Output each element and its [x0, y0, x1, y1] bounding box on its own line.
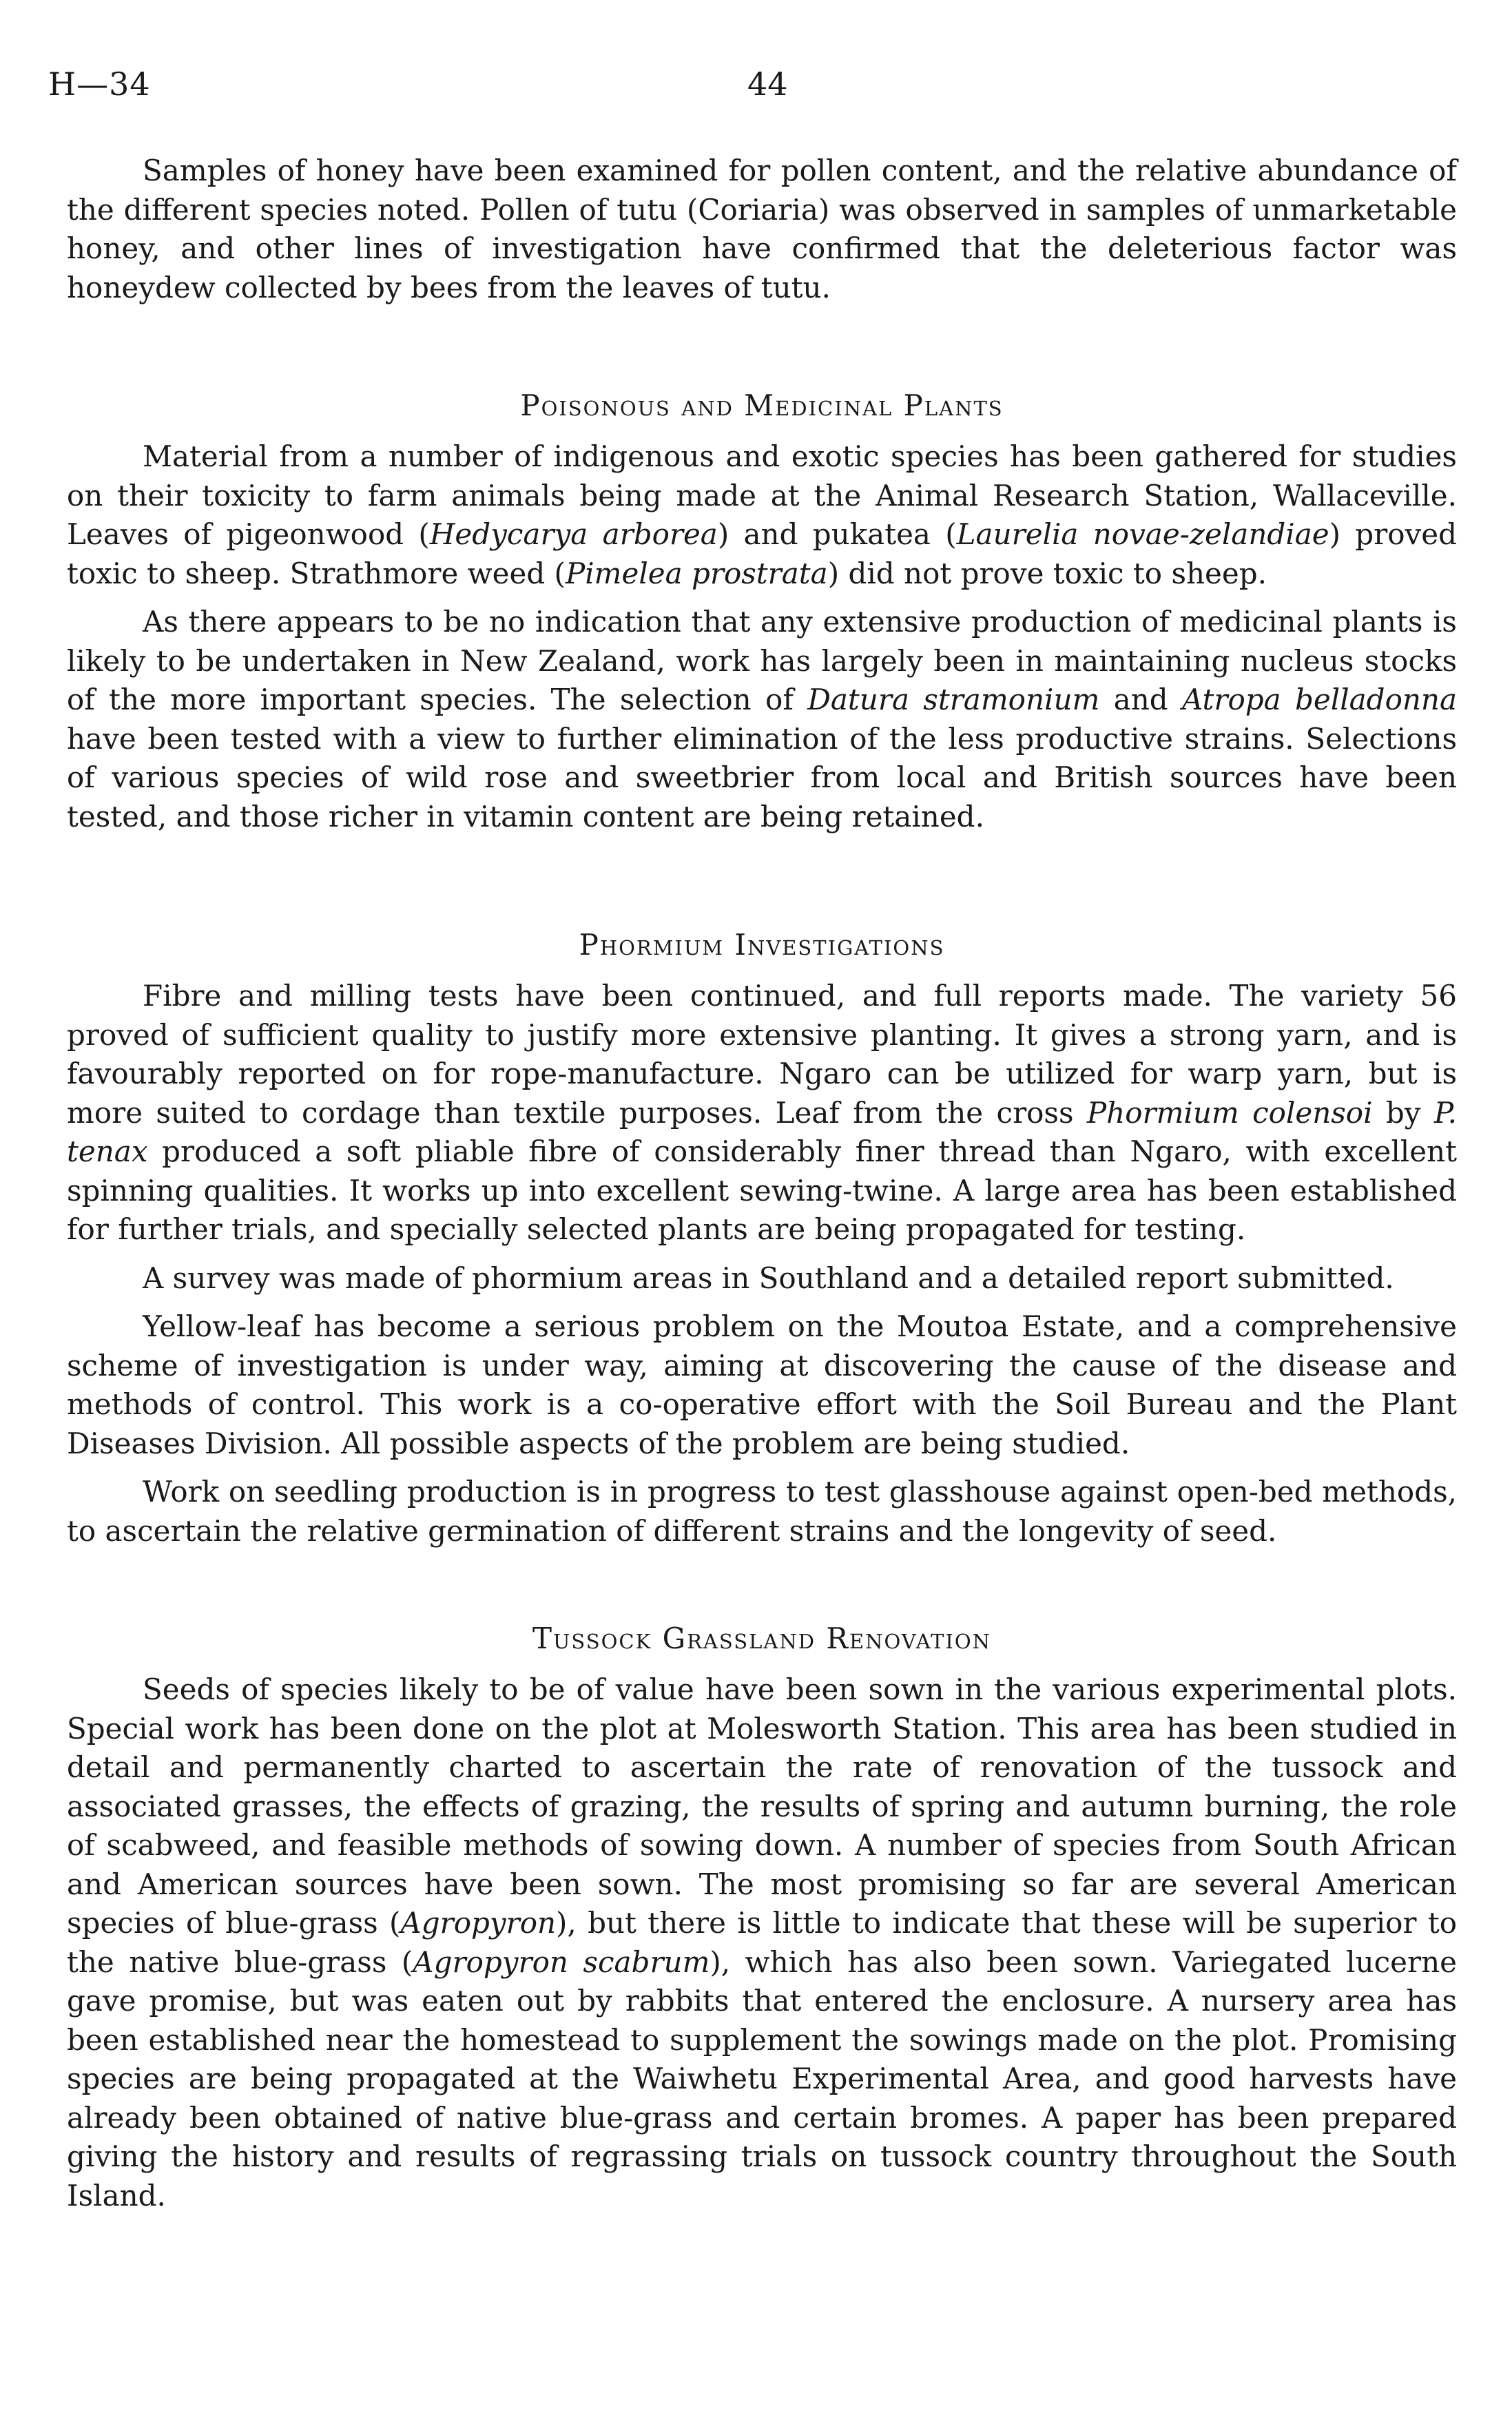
section-paragraph: A survey was made of phormium areas in Southland and a detailed report submitted.: [143, 1261, 1394, 1295]
intro-paragraph: Samples of honey have been examined for pollen content, and the relative abundance of the different species noted. Pollen of tutu (Coriaria) was observed in samples of unmarketable honey, and other lines of investigation have confirmed that the deleterious factor was honeydew collected by bees from the leaves of tutu.: [67, 154, 1457, 304]
section-paragraph: As there appears to be no indication that any extensive production of medicinal plants is likely to be undertaken in New Zealand, work has largely been in maintaining nucleus stocks of the more important species. The selection of Datura stramonium and Atropa belladonna have been tested with a view to further elimination of the less productive strains. Selections of various species of wild rose and sweetbrier from local and British sources have been tested, and those richer in vitamin content are being retained.: [67, 605, 1457, 833]
page-header: [48, 65, 1453, 114]
section-paragraph: Fibre and milling tests have been continued, and full reports made. The variety 56 proved of sufficient quality to justify more extensive planting. It gives a strong yarn, and is favourably reported on for rope-manufacture. Ngaro can be utilized for warp yarn, but is more suited to cordage than textile purposes. Leaf from the cross Phormium colensoi by P. tenax produced a soft pliable fibre of considerably finer thread than Ngaro, with excellent spinning qualities. It works up into excellent sewing-twine. A large area has been established for further trials, and specially selected plants are being propagated for testing.: [67, 979, 1458, 1246]
section-heading-poisonous-medicinal-plants: Poisonous and Medicinal Plants: [520, 388, 1004, 422]
section-paragraph: Yellow-leaf has become a serious problem on the Moutoa Estate, and a comprehensive scheme of investigation is under way, aiming at discovering the cause of the disease and methods of control. This work is a co-operative effort with the Soil Bureau and the Plant Diseases Division. All possible aspects of the problem are being studied.: [67, 1309, 1457, 1460]
page-content: [67, 152, 1457, 2215]
section-paragraph: Material from a number of indigenous and exotic species has been gathered for studies on their toxicity to farm animals being made at the Animal Research Station, Wallaceville. Leaves of pigeonwood (Hedycarya arborea) and pukatea (Laurelia novae-zelandiae) proved toxic to sheep. Strathmore weed (Pimelea prostrata) did not prove toxic to sheep.: [67, 439, 1457, 590]
section-heading-phormium-investigations: Phormium Investigations: [579, 928, 945, 962]
section-paragraph: Seeds of species likely to be of value have been sown in the various experimental plots. Special work has been done on the plot at Molesworth Station. This area has been studied in detail and permanently charted to ascertain the rate of renovation of the tussock and associated grasses, the effects of grazing, the results of spring and autumn burning, the role of scabweed, and feasible methods of sowing down. A number of species from South African and American sources have been sown. The most promising so far are several American species of blue-grass (Agropyron), but there is little to indicate that these will be superior to the native blue-grass (Agropyron scabrum), which has also been sown. Variegated lucerne gave promise, but was eaten out by rabbits that entered the enclosure. A nursery area has been established near the homestead to supplement the sowings made on the plot. Promising species are being propagated at the Waiwhetu Experimental Area, and good harvests have already been obtained of native blue-grass and certain bromes. A paper has been prepared giving the history and results of regrassing trials on tussock country throughout the South Island.: [67, 1672, 1457, 2213]
page-number: 44: [747, 65, 788, 103]
document-reference: H—34: [48, 65, 151, 103]
section-heading-tussock-grassland-renovation: Tussock Grassland Renovation: [532, 1621, 992, 1655]
section-paragraph: Work on seedling production is in progress to test glasshouse against open-bed methods, to ascertain the relative germination of different strains and the longevity of seed.: [67, 1475, 1457, 1548]
